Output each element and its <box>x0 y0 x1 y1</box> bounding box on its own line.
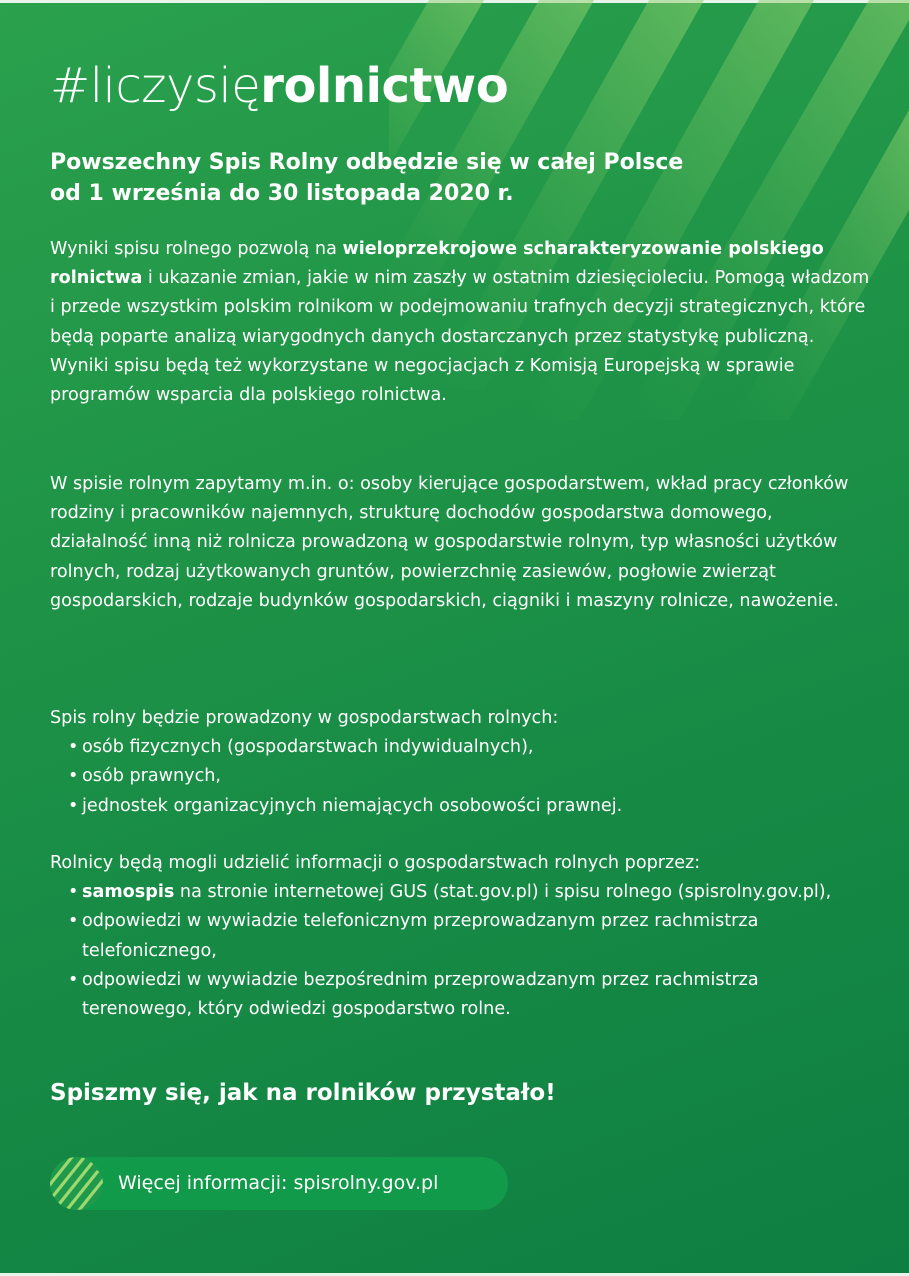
headline-line-1: Powszechny Spis Rolny odbędzie się w całej Polsce <box>50 150 684 175</box>
list-item: • odpowiedzi w wywiadzie bezpośrednim przeprowadzanym przez rachmistrza terenowego, który odwiedzi gospodarstwo rolne. <box>68 966 870 1024</box>
more-info-link[interactable] <box>50 1157 508 1210</box>
scope-list <box>50 733 870 821</box>
p1-bold: wieloprzekrojowe scharakteryzowanie polskiego rolnictwa <box>50 239 824 289</box>
paragraph-methods <box>50 849 870 1024</box>
paragraph-scope <box>50 704 870 821</box>
p1-start: Wyniki spisu rolnego pozwolą na <box>50 239 343 259</box>
samospis-bold: samospis <box>82 882 175 903</box>
item1-rest: na stronie internetowej GUS (stat.gov.pl) i spisu rolnego (spisrolny.gov.pl), <box>174 882 832 903</box>
list-item: • odpowiedzi w wywiadzie telefonicznym przeprowadzanym przez rachmistrza telefonicznego, <box>68 907 870 965</box>
scope-intro: Spis rolny będzie prowadzony w gospodarstwach rolnych: <box>50 708 559 728</box>
list-item <box>68 878 870 907</box>
slogan: Spiszmy się, jak na rolników przystało! <box>50 1080 556 1106</box>
list-item: • osób prawnych, <box>68 762 870 791</box>
methods-list <box>50 878 870 1024</box>
campaign-hashtag <box>50 60 508 112</box>
paragraph-questions: W spisie rolnym zapytamy m.in. o: osoby kierujące gospodarstwem, wkład pracy członków rodziny i pracowników najemnych, strukturę dochodów gospodarstwa domowego, działalność inną niż rolnicza prowadzoną w gospodarstwie rolnym, typ własności użytków rolnych, rodzaj użytkowanych gruntów, powierzchnię zasiewów, pogłowie zwierząt gospodarskich, rodzaje budynków gospodarskich, ciągniki i maszyny rolnicze, nawożenie. <box>50 474 849 611</box>
paragraph-results <box>50 235 870 410</box>
list-item: • jednostek organizacyjnych niemających osobowości prawnej. <box>68 792 870 821</box>
p1-rest: i ukazanie zmian, jakie w nim zaszły w ostatnim dziesięcioleciu. Pomogą władzom i przede wszystkim polskim rolnikom w podejmowaniu trafnych decyzji strategicznych, które będą poparte analizą wiarygodnych danych dostarczanych przez statystykę publiczną. Wyniki spisu będą też wykorzystane w negocjacjach z Komisją Europejską w sprawie programów wsparcia dla polskiego rolnictwa. <box>50 268 870 406</box>
hashtag-light: #liczysię <box>50 58 261 114</box>
list-item: • osób fizycznych (gospodarstwach indywidualnych), <box>68 733 870 762</box>
more-info-text[interactable]: Więcej informacji: spisrolny.gov.pl <box>118 1172 439 1194</box>
methods-intro: Rolnicy będą mogli udzielić informacji o gospodarstwach rolnych poprzez: <box>50 853 701 873</box>
headline <box>50 147 870 209</box>
hashtag-bold: rolnictwo <box>260 58 509 114</box>
headline-line-2: od 1 września do 30 listopada 2020 r. <box>50 181 514 206</box>
diagonal-stripes-icon <box>50 1157 103 1210</box>
